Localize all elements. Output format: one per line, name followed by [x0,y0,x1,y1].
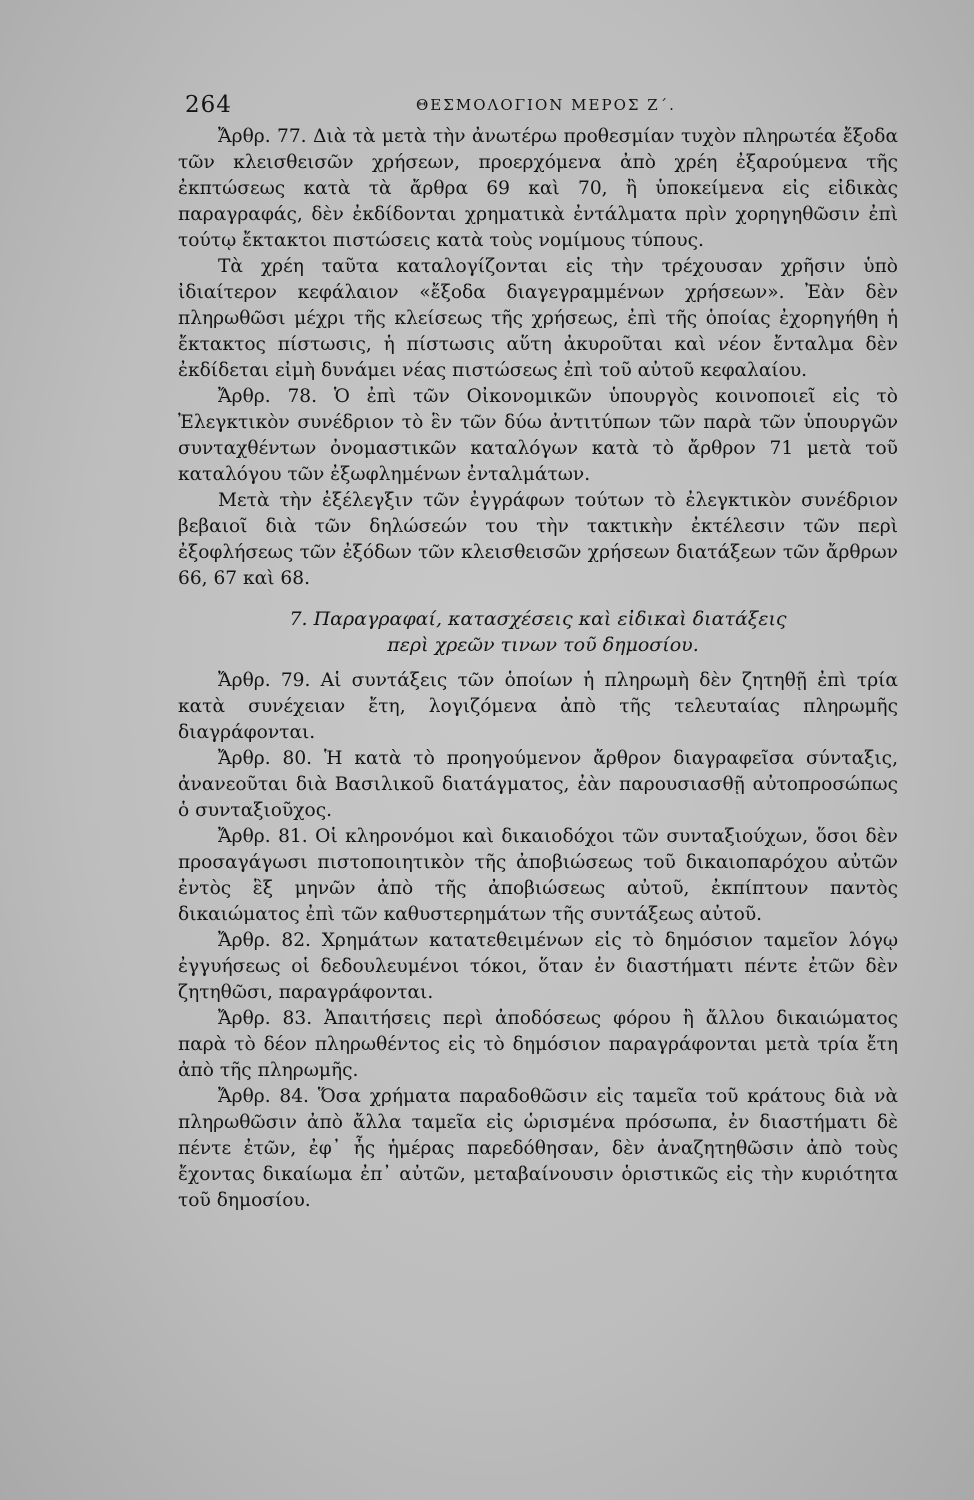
section-heading-line-2: περὶ χρεῶν τινων τοῦ δημοσίου. [387,634,699,656]
section-heading [178,606,898,658]
article-77-continuation-paragraph: Τὰ χρέη ταῦτα καταλογίζονται εἰς τὴν τρέχουσαν χρῆσιν ὑπὸ ἰδιαίτερον κεφάλαιον «ἔξοδα διαγεγραμμένων χρήσεων». Ἐὰν δὲν πληρωθῶσι μέχρι τῆς κλείσεως τῆς χρήσεως, ἐπὶ τῆς ὁποίας ἐχορηγήθη ἡ ἔκτακτος πίστωσις, ἡ πίστωσις αὕτη ἀκυροῦται καὶ νέον ἔνταλμα δὲν ἐκδίδεται εἰμὴ δυνάμει νέας πιστώσεως ἐπὶ τοῦ αὐτοῦ κεφαλαίου. [178,256,898,381]
page-number: 264 [185,92,232,118]
article-84-paragraph: Ἄρθρ. 84. Ὅσα χρήματα παραδοθῶσιν εἰς ταμεῖα τοῦ κράτους διὰ νὰ πληρωθῶσιν ἀπὸ ἄλλα ταμεῖα εἰς ὡρισμένα πρόσωπα, ἐν διαστήματι δὲ πέντε ἐτῶν, ἐφ᾽ ἧς ἡμέρας παρεδόθησαν, δὲν ἀναζητηθῶσιν ἀπὸ τοὺς ἔχοντας δικαίωμα ἐπ᾽ αὐτῶν, μεταβαίνουσιν ὁριστικῶς εἰς τὴν κυριότητα τοῦ δημοσίου. [178,1086,898,1211]
running-title: ΘΕΣΜΟΛΟΓΙΟΝ ΜΕΡΟΣ Ζ΄. [416,96,676,114]
article-78-continuation-paragraph: Μετὰ τὴν ἐξέλεγξιν τῶν ἐγγράφων τούτων τὸ ἐλεγκτικὸν συνέδριον βεβαιοῖ διὰ τῶν δηλώσεών του τὴν τακτικὴν ἐκτέλεσιν τῶν περὶ ἐξοφλήσεως τῶν ἐξόδων τῶν κλεισθεισῶν χρήσεων διατάξεων τῶν ἄρθρων 66, 67 καὶ 68. [178,490,898,589]
article-82-paragraph: Ἄρθρ. 82. Χρημάτων κατατεθειμένων εἰς τὸ δημόσιον ταμεῖον λόγῳ ἐγγυήσεως οἱ δεδουλευμένοι τόκοι, ὅταν ἐν διαστήματι πέντε ἐτῶν δὲν ζητηθῶσι, παραγράφονται. [178,930,898,1003]
section-heading-line-1: 7. Παραγραφαί, κατασχέσεις καὶ εἰδικαὶ διατάξεις [289,608,787,630]
article-78-paragraph: Ἄρθρ. 78. Ὁ ἐπὶ τῶν Οἰκονομικῶν ὑπουργὸς κοινοποιεῖ εἰς τὸ Ἐλεγκτικὸν συνέδριον τὸ ἓν τῶν δύω ἀντιτύπων τῶν παρὰ τῶν ὑπουργῶν συνταχθέντων ὀνομαστικῶν καταλόγων κατὰ τὸ ἄρθρον 71 μετὰ τοῦ καταλόγου τῶν ἐξωφλημένων ἐνταλμάτων. [178,386,898,485]
article-80-paragraph: Ἄρθρ. 80. Ἡ κατὰ τὸ προηγούμενον ἄρθρον διαγραφεῖσα σύνταξις, ἀνανεοῦται διὰ Βασιλικοῦ διατάγματος, ἐὰν παρουσιασθῇ αὐτοπροσώπως ὁ συνταξιοῦχος. [178,748,898,821]
page-header [185,92,897,122]
article-81-paragraph: Ἄρθρ. 81. Οἱ κληρονόμοι καὶ δικαιοδόχοι τῶν συνταξιούχων, ὅσοι δὲν προσαγάγωσι πιστοποιητικὸν τῆς ἀποβιώσεως τοῦ δικαιοπαρόχου αὐτῶν ἐντὸς ἓξ μηνῶν ἀπὸ τῆς ἀποβιώσεως αὐτοῦ, ἐκπίπτουν παντὸς δικαιώματος ἐπὶ τῶν καθυστερημάτων τῆς συντάξεως αὐτοῦ. [178,826,898,925]
body-text [178,124,898,1214]
article-83-paragraph: Ἄρθρ. 83. Ἀπαιτήσεις περὶ ἀποδόσεως φόρου ἢ ἄλλου δικαιώματος παρὰ τὸ δέον πληρωθέντος εἰς τὸ δημόσιον παραγράφονται μετὰ τρία ἔτη ἀπὸ τῆς πληρωμῆς. [178,1008,898,1081]
article-79-paragraph: Ἄρθρ. 79. Αἱ συντάξεις τῶν ὁποίων ἡ πληρωμὴ δὲν ζητηθῇ ἐπὶ τρία κατὰ συνέχειαν ἔτη, λογιζόμενα ἀπὸ τῆς τελευταίας πληρωμῆς διαγράφονται. [178,670,898,743]
article-77-paragraph: Ἄρθρ. 77. Διὰ τὰ μετὰ τὴν ἀνωτέρω προθεσμίαν τυχὸν πληρωτέα ἔξοδα τῶν κλεισθεισῶν χρήσεων, προερχόμενα ἀπὸ χρέη ἐξαρούμενα τῆς ἐκπτώσεως κατὰ τὰ ἄρθρα 69 καὶ 70, ἢ ὑποκείμενα εἰς εἰδικὰς παραγραφάς, δὲν ἐκδίδονται χρηματικὰ ἐντάλματα πρὶν χορηγηθῶσιν ἐπὶ τούτῳ ἔκτακτοι πιστώσεις κατὰ τοὺς νομίμους τύπους. [178,126,898,251]
